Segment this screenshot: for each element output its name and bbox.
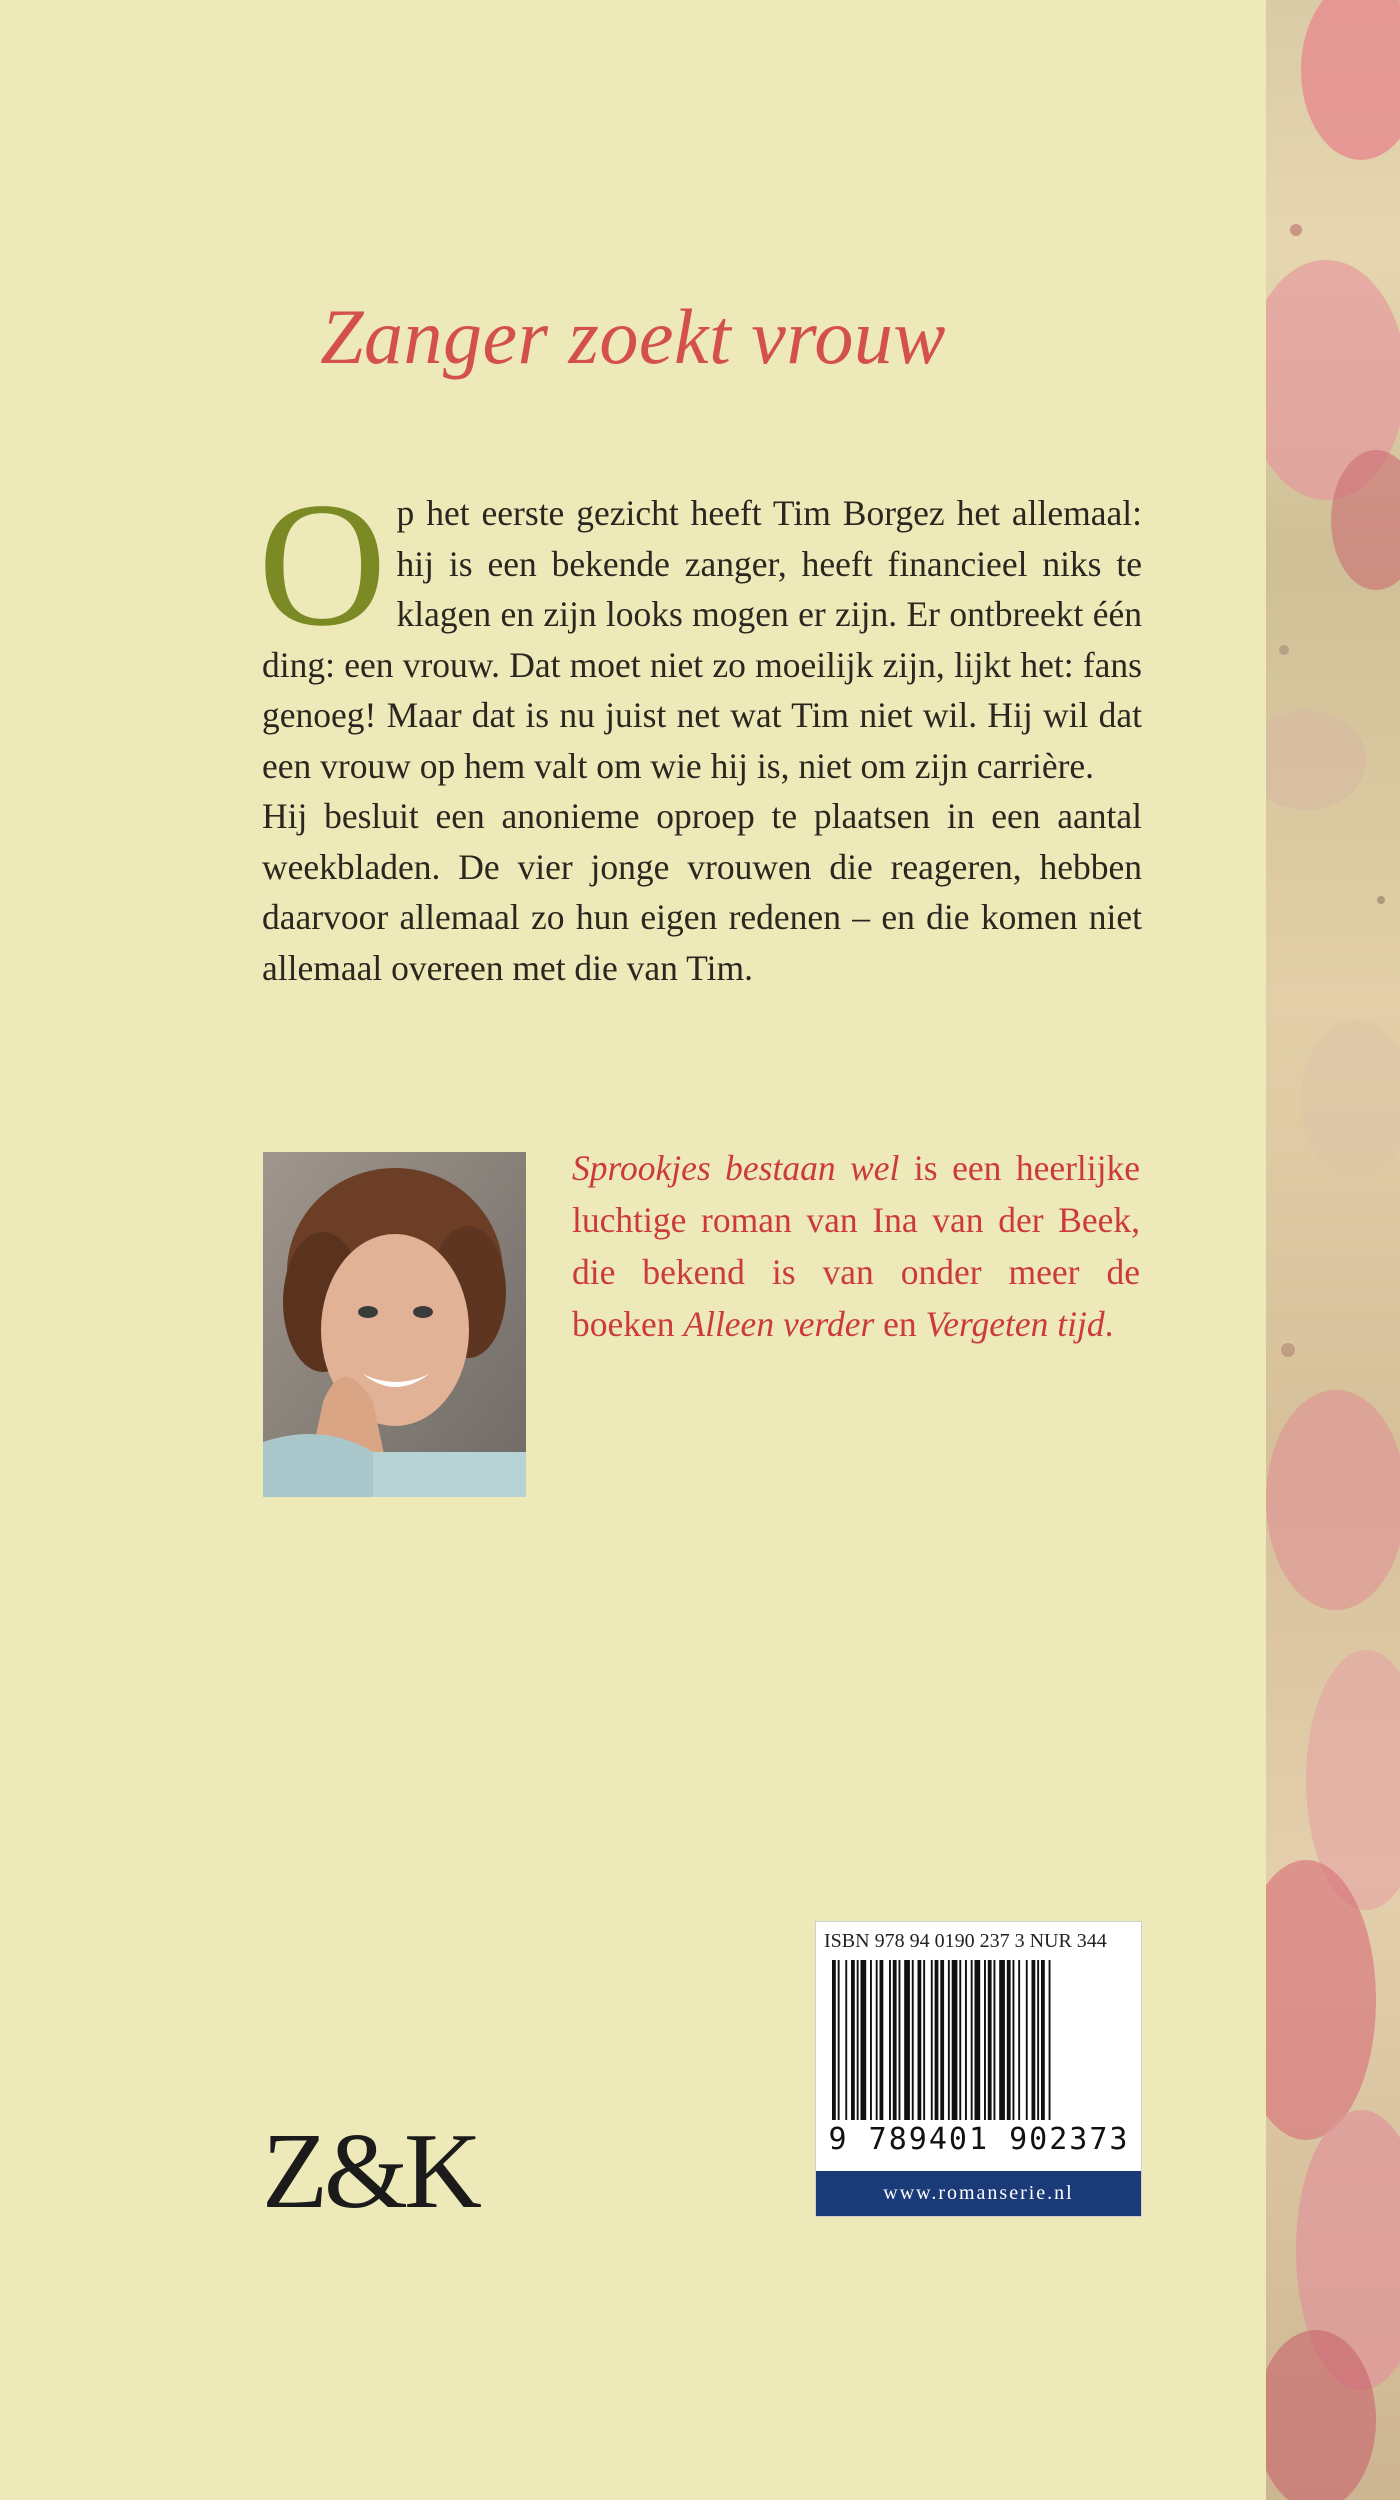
blurb-text bbox=[258, 465, 1142, 993]
author-photo bbox=[263, 1152, 526, 1497]
decorative-floral-strip bbox=[1266, 0, 1400, 2500]
publisher-logo: Z&K bbox=[262, 2112, 478, 2231]
isbn-label: ISBN 978 94 0190 237 3 NUR 344 bbox=[824, 1930, 1107, 1952]
book-title: Zanger zoekt vrouw bbox=[320, 293, 946, 380]
drop-cap: O bbox=[258, 465, 387, 663]
blurb-paragraph-1 bbox=[258, 465, 1142, 791]
blurb-paragraph-2: Hij besluit een anonieme oproep te plaatsen in een aantal weekbladen. De vier jonge vrouwen die reageren, hebben daarvoor allemaal zo hun eigen redenen – en die komen niet allemaal overeen met die van Tim. bbox=[262, 796, 1142, 988]
author-note-text-b: en bbox=[874, 1304, 926, 1344]
barcode-digits: 9 789401 902373 bbox=[828, 2122, 1130, 2157]
barcode-panel bbox=[815, 1921, 1142, 2217]
barcode-bars bbox=[832, 1960, 1125, 2120]
author-note-book-2: Vergeten tijd bbox=[925, 1304, 1105, 1344]
author-note-series-title: Sprookjes bestaan wel bbox=[572, 1148, 900, 1188]
blurb-paragraph-1-text: p het eerste gezicht heeft Tim Borgez het allemaal: hij is een bekende zanger, heeft financieel niks te klagen en zijn looks mogen er zijn. Er ontbreekt één ding: een vrouw. Dat moet niet zo moeilijk zijn, lijkt het: fans genoeg! Maar dat is nu juist net wat Tim niet wil. Hij wil dat een vrouw op hem valt om wie hij is, niet om zijn carrière. bbox=[262, 493, 1142, 786]
author-note-book-1: Alleen verder bbox=[683, 1304, 875, 1344]
website-url: www.romanserie.nl bbox=[816, 2171, 1141, 2216]
author-note-text-a: is een heerlijke luchtige roman van Ina van der Beek, die bekend is van onder meer de boeken bbox=[572, 1148, 1141, 1344]
author-note bbox=[572, 1142, 1140, 1350]
author-note-text-c: . bbox=[1104, 1304, 1114, 1344]
